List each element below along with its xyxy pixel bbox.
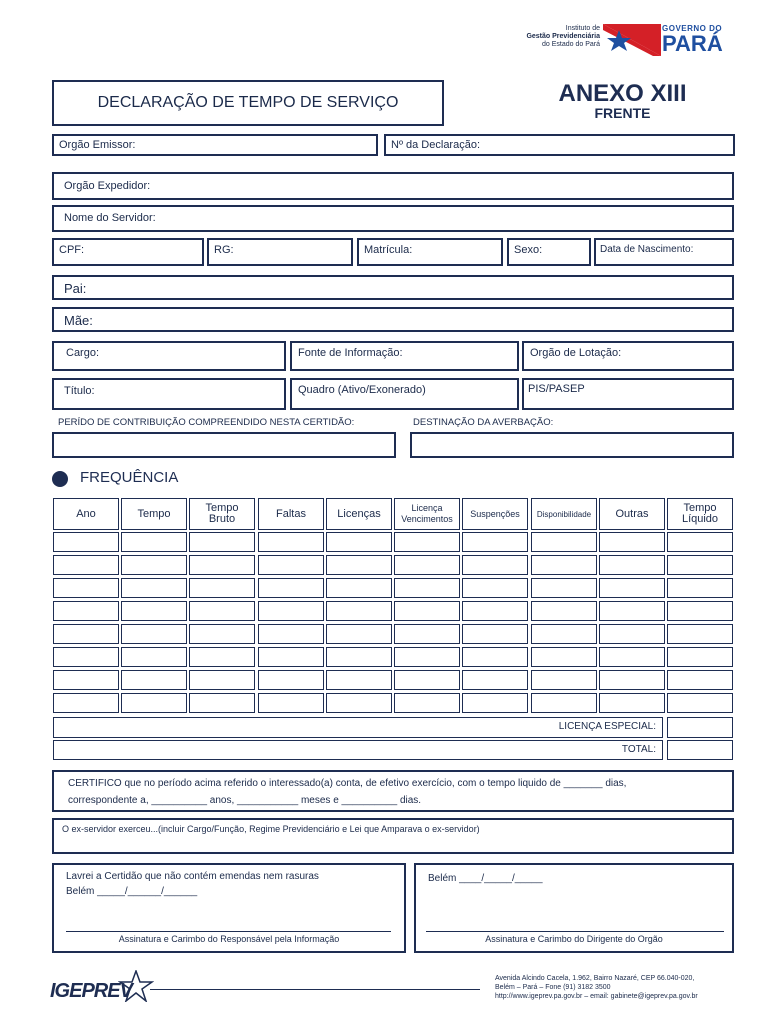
freq-table-cell[interactable] xyxy=(531,647,597,667)
freq-table-cell[interactable] xyxy=(394,693,460,713)
freq-col-header-label xyxy=(137,509,170,520)
freq-table-cell[interactable] xyxy=(462,532,528,552)
institute-line3: do Estado do Pará xyxy=(542,41,600,48)
signature-right-line xyxy=(426,931,724,932)
freq-col-header-line1: Faltas xyxy=(276,507,306,520)
nome-servidor-label: Nome do Servidor: xyxy=(64,212,156,224)
matricula-field[interactable] xyxy=(357,238,503,266)
licenca-especial-row xyxy=(53,717,663,738)
gov-logo xyxy=(662,24,742,55)
freq-table-cell[interactable] xyxy=(121,624,187,644)
freq-table-cell[interactable] xyxy=(531,670,597,690)
freq-table-cell[interactable] xyxy=(531,693,597,713)
freq-table-cell[interactable] xyxy=(667,601,733,621)
freq-col-header xyxy=(53,498,119,530)
freq-table-cell[interactable] xyxy=(258,532,324,552)
freq-col-header-label xyxy=(76,509,96,520)
freq-col-header xyxy=(599,498,665,530)
footer-address2: Belém – Pará – Fone (91) 3182 3500 xyxy=(495,984,611,991)
freq-col-header-label xyxy=(205,503,238,525)
footer-divider xyxy=(150,989,480,990)
freq-col-header-line1: Disponibilidade xyxy=(536,509,592,519)
matricula-label: Matrícula: xyxy=(364,244,413,256)
destinacao-field[interactable] xyxy=(410,432,734,458)
freq-table-cell[interactable] xyxy=(531,578,597,598)
orgao-expedidor-label: Orgão Expedidor: xyxy=(64,180,151,192)
institute-line1: Instituto de xyxy=(565,25,600,32)
ex-servidor-field[interactable] xyxy=(52,818,734,854)
total-row xyxy=(53,740,663,760)
freq-table-cell[interactable] xyxy=(599,670,665,690)
freq-table-cell[interactable] xyxy=(394,578,460,598)
data-nascimento-label: Data de Nascimento: xyxy=(600,244,694,255)
freq-table-cell[interactable] xyxy=(53,670,119,690)
pis-pasep-label: PIS/PASEP xyxy=(528,383,585,395)
freq-table-cell[interactable] xyxy=(258,578,324,598)
total-label: TOTAL: xyxy=(621,744,656,755)
freq-table-cell[interactable] xyxy=(121,532,187,552)
freq-col-header xyxy=(121,498,187,530)
freq-table-cell[interactable] xyxy=(462,555,528,575)
freq-col-header-line1: Suspenções xyxy=(470,508,520,519)
annex-subtitle: FRENTE xyxy=(594,105,651,121)
ex-servidor-label: O ex-servidor exerceu...(incluir Cargo/Função, Regime Previdenciário e Lei que Amparava o ex-servidor) xyxy=(62,824,480,834)
freq-table-cell[interactable] xyxy=(326,555,392,575)
freq-col-header xyxy=(189,498,255,530)
freq-col-header-label xyxy=(615,509,648,520)
freq-table-cell[interactable] xyxy=(326,693,392,713)
freq-col-header xyxy=(531,498,597,530)
freq-table-cell[interactable] xyxy=(258,647,324,667)
freq-table-cell[interactable] xyxy=(462,647,528,667)
freq-table-cell[interactable] xyxy=(121,670,187,690)
page-title: DECLARAÇÃO DE TEMPO DE SERVIÇO xyxy=(97,94,399,111)
institute-line2: Gestão Previdenciária xyxy=(526,33,600,40)
orgao-lotacao-label: Orgão de Lotação: xyxy=(530,347,622,359)
freq-table-cell[interactable] xyxy=(462,624,528,644)
freq-table-cell[interactable] xyxy=(462,601,528,621)
institute-logo xyxy=(505,25,600,55)
freq-table-cell[interactable] xyxy=(189,555,255,575)
freq-col-header-label xyxy=(682,503,718,525)
fonte-informacao-label: Fonte de Informação: xyxy=(298,347,403,359)
freq-table-cell[interactable] xyxy=(53,624,119,644)
freq-table-cell[interactable] xyxy=(462,670,528,690)
mae-label: Mãe: xyxy=(64,313,93,328)
freq-col-header-line2: Vencimentos xyxy=(401,514,453,524)
freq-col-header-label xyxy=(470,509,520,520)
freq-table-cell[interactable] xyxy=(326,532,392,552)
freq-table-cell[interactable] xyxy=(394,601,460,621)
freq-table-cell[interactable] xyxy=(667,647,733,667)
mae-field[interactable] xyxy=(52,307,734,332)
cargo-label: Cargo: xyxy=(66,347,100,359)
igeprev-brand: IGEPREV xyxy=(50,980,132,1002)
freq-col-header-line1: Tempo xyxy=(683,502,717,514)
freq-table-cell[interactable] xyxy=(394,555,460,575)
freq-table-cell[interactable] xyxy=(326,670,392,690)
freq-table-cell[interactable] xyxy=(258,601,324,621)
freq-col-header-line1: Licença xyxy=(411,503,443,513)
freq-table-cell[interactable] xyxy=(258,555,324,575)
freq-table-cell[interactable] xyxy=(53,693,119,713)
freq-table-cell[interactable] xyxy=(394,532,460,552)
data-nascimento-field[interactable] xyxy=(594,238,734,266)
signature-right-box xyxy=(414,863,734,953)
freq-table-cell[interactable] xyxy=(189,601,255,621)
freq-table-cell[interactable] xyxy=(258,624,324,644)
pai-field[interactable] xyxy=(52,275,734,300)
footer-address3: http://www.igeprev.pa.gov.br – email: gabinete@igeprev.pa.gov.br xyxy=(495,993,698,1000)
freq-table-cell[interactable] xyxy=(667,532,733,552)
freq-col-header-line1: Tempo xyxy=(205,502,239,514)
freq-table-cell[interactable] xyxy=(189,647,255,667)
freq-col-header-label xyxy=(537,509,591,520)
num-declaracao-label: Nº da Declaração: xyxy=(391,139,481,151)
quadro-field[interactable] xyxy=(290,378,519,410)
orgao-emissor-label: Orgão Emissor: xyxy=(59,139,136,151)
freq-table-cell[interactable] xyxy=(667,555,733,575)
freq-table-cell[interactable] xyxy=(53,532,119,552)
freq-table-cell[interactable] xyxy=(599,624,665,644)
freq-table-cell[interactable] xyxy=(53,601,119,621)
cpf-label: CPF: xyxy=(59,244,85,256)
licenca-especial-label: LICENÇA ESPECIAL: xyxy=(558,721,656,732)
certificado-line1: CERTIFICO que no período acima referido o interessado(a) conta, de efetivo exercício, com o tempo liquido de _______ dias, xyxy=(68,778,627,789)
freq-col-header-line2: Bruto xyxy=(208,513,236,525)
footer-address1: Avenida Alcindo Cacela, 1.962, Bairro Nazaré, CEP 66.040-020, xyxy=(495,975,695,982)
freq-table-cell[interactable] xyxy=(121,647,187,667)
freq-col-header-label xyxy=(337,509,380,520)
igeprev-star-icon xyxy=(118,970,154,1002)
freq-table-cell[interactable] xyxy=(667,624,733,644)
freq-table-cell[interactable] xyxy=(599,647,665,667)
freq-table-cell[interactable] xyxy=(258,670,324,690)
freq-col-header-line1: Ano xyxy=(76,507,96,520)
freq-table-cell[interactable] xyxy=(599,601,665,621)
orgao-expedidor-field[interactable] xyxy=(52,172,734,200)
freq-table-cell[interactable] xyxy=(667,670,733,690)
freq-table-cell[interactable] xyxy=(599,693,665,713)
freq-table-cell[interactable] xyxy=(599,555,665,575)
freq-table-cell[interactable] xyxy=(53,578,119,598)
cpf-field[interactable] xyxy=(52,238,204,266)
freq-table-cell[interactable] xyxy=(394,624,460,644)
freq-col-header-line1: Outras xyxy=(615,507,649,520)
signature-left-line xyxy=(66,931,391,932)
sexo-field[interactable] xyxy=(507,238,591,266)
signature-left-box xyxy=(52,863,406,953)
annex-title: ANEXO XIII xyxy=(558,80,687,107)
freq-table-cell[interactable] xyxy=(531,555,597,575)
frequencia-bullet-icon xyxy=(52,471,68,487)
freq-table-cell[interactable] xyxy=(189,670,255,690)
freq-table-cell[interactable] xyxy=(121,578,187,598)
signature-right-caption: Assinatura e Carimbo do Dirigente do Orgão xyxy=(485,934,663,944)
freq-col-header xyxy=(258,498,324,530)
freq-col-header xyxy=(394,498,460,530)
freq-table-cell[interactable] xyxy=(462,693,528,713)
freq-col-header xyxy=(667,498,733,530)
freq-table-cell[interactable] xyxy=(53,555,119,575)
freq-table-cell[interactable] xyxy=(667,578,733,598)
orgao-lotacao-field[interactable] xyxy=(522,341,734,371)
signature-left-caption: Assinatura e Carimbo do Responsável pela Informação xyxy=(118,934,340,944)
signature-left-line1: Lavrei a Certidão que não contém emendas nem rasuras xyxy=(66,871,319,882)
periodo-label: PERÍDO DE CONTRIBUIÇÃO COMPREENDIDO NESTA CERTIDÃO: xyxy=(58,417,355,428)
freq-table-cell[interactable] xyxy=(531,532,597,552)
freq-col-header xyxy=(462,498,528,530)
nome-servidor-field[interactable] xyxy=(52,205,734,232)
sexo-label: Sexo: xyxy=(514,244,543,256)
igeprev-logo xyxy=(50,970,160,1006)
freq-table-cell[interactable] xyxy=(121,693,187,713)
freq-table-cell[interactable] xyxy=(326,624,392,644)
gov-line2: PARÁ xyxy=(662,31,723,56)
num-declaracao-field[interactable] xyxy=(384,134,735,156)
pai-label: Pai: xyxy=(64,281,87,296)
freq-col-header-line1: Tempo xyxy=(137,507,171,520)
periodo-field[interactable] xyxy=(52,432,396,458)
destinacao-label: DESTINAÇÃO DA AVERBAÇÃO: xyxy=(413,417,554,428)
fonte-informacao-field[interactable] xyxy=(290,341,519,371)
freq-table-cell[interactable] xyxy=(121,601,187,621)
title-box xyxy=(52,80,444,126)
signature-right-line1: Belém ____/_____/_____ xyxy=(428,873,543,884)
rg-label: RG: xyxy=(214,244,234,256)
freq-table-cell[interactable] xyxy=(53,647,119,667)
footer-address xyxy=(495,974,745,1001)
freq-table-cell[interactable] xyxy=(394,647,460,667)
freq-col-header-label xyxy=(401,503,453,525)
freq-table-cell[interactable] xyxy=(326,601,392,621)
certificado-line2: correspondente a, __________ anos, ___________ meses e __________ dias. xyxy=(68,795,422,806)
freq-table-cell[interactable] xyxy=(258,693,324,713)
total-value[interactable] xyxy=(667,740,733,760)
rg-field[interactable] xyxy=(207,238,353,266)
freq-table-cell[interactable] xyxy=(189,578,255,598)
cargo-field[interactable] xyxy=(52,341,286,371)
freq-table-cell[interactable] xyxy=(462,578,528,598)
freq-table-cell[interactable] xyxy=(531,624,597,644)
freq-col-header-line1: Licenças xyxy=(337,507,381,520)
licenca-especial-value[interactable] xyxy=(667,717,733,738)
freq-col-header-line2: Líquido xyxy=(681,513,719,525)
signature-left-line2: Belém _____/______/______ xyxy=(66,886,198,897)
freq-table-cell[interactable] xyxy=(189,624,255,644)
gov-line1: GOVERNO DO xyxy=(662,24,723,33)
freq-table-cell[interactable] xyxy=(599,532,665,552)
freq-table-cell[interactable] xyxy=(531,601,597,621)
freq-table-cell[interactable] xyxy=(121,555,187,575)
certificado-box xyxy=(52,770,734,812)
para-flag-star-icon xyxy=(603,24,661,56)
quadro-label: Quadro (Ativo/Exonerado) xyxy=(298,384,426,396)
pis-pasep-field[interactable] xyxy=(522,378,734,410)
freq-col-header-label xyxy=(276,509,306,520)
frequencia-title: FREQUÊNCIA xyxy=(80,469,179,486)
orgao-emissor-field[interactable] xyxy=(52,134,378,156)
titulo-field[interactable] xyxy=(52,378,286,410)
freq-col-header xyxy=(326,498,392,530)
titulo-label: Título: xyxy=(64,385,95,397)
freq-table-cell[interactable] xyxy=(326,578,392,598)
freq-table-cell[interactable] xyxy=(667,693,733,713)
freq-table-cell[interactable] xyxy=(189,532,255,552)
freq-table-cell[interactable] xyxy=(326,647,392,667)
freq-table-cell[interactable] xyxy=(189,693,255,713)
freq-table-cell[interactable] xyxy=(394,670,460,690)
freq-table-cell[interactable] xyxy=(599,578,665,598)
